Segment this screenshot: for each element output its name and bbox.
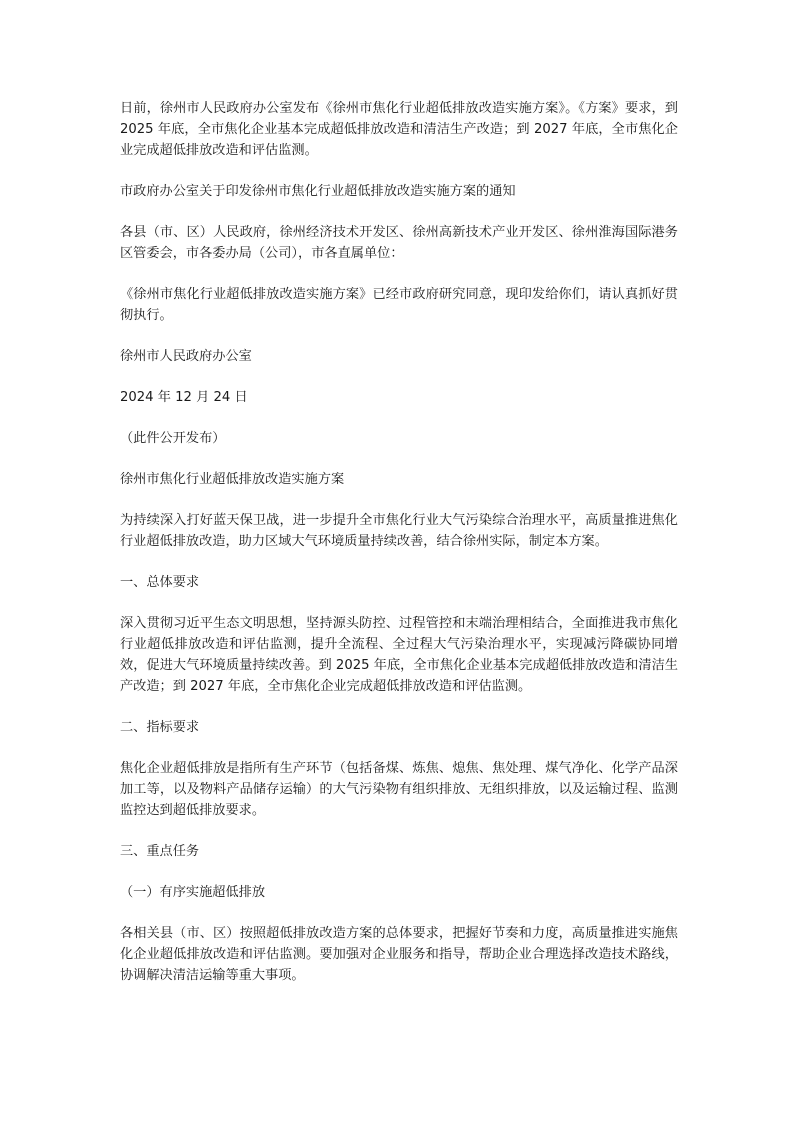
intro-paragraph: 日前，徐州市人民政府办公室发布《徐州市焦化行业超低排放改造实施方案》。《方案》要求，到 2025 年底，全市焦化企业基本完成超低排放改造和清洁生产改造；到 2027 年底，全市焦化企业完成超低排放改造和评估监测。: [120, 101, 678, 158]
subsection-heading-orderly-implementation: （一）有序实施超低排放: [120, 885, 266, 900]
publication-note: （此件公开发布）: [120, 431, 226, 446]
section-heading-indicator-requirements: 二、指标要求: [120, 720, 200, 735]
issuer-signature: 徐州市人民政府办公室: [120, 349, 252, 364]
notice-body-paragraph: 《徐州市焦化行业超低排放改造实施方案》已经市政府研究同意，现印发给你们，请认真抓好贯彻执行。: [120, 287, 678, 323]
issue-date: 2024 年 12 月 24 日: [120, 390, 248, 405]
general-requirements-paragraph: 深入贯彻习近平生态文明思想，坚持源头防控、过程管控和末端治理相结合，全面推进我市焦化行业超低排放改造和评估监测，提升全流程、全过程大气污染治理水平，实现减污降碳协同增效，促进大气环境质量持续改善。到 2025 年底，全市焦化企业基本完成超低排放改造和清洁生产改造；到 2027 年底，全市焦化企业完成超低排放改造和评估监测。: [120, 616, 678, 694]
addressee-paragraph: 各县（市、区）人民政府，徐州经济技术开发区、徐州高新技术产业开发区、徐州淮海国际港务区管委会，市各委办局（公司），市各直属单位：: [120, 225, 678, 261]
plan-title: 徐州市焦化行业超低排放改造实施方案: [120, 472, 345, 487]
section-heading-general-requirements: 一、总体要求: [120, 575, 200, 590]
section-heading-key-tasks: 三、重点任务: [120, 844, 200, 859]
plan-preamble-paragraph: 为持续深入打好蓝天保卫战，进一步提升全市焦化行业大气污染综合治理水平，高质量推进焦化行业超低排放改造，助力区域大气环境质量持续改善，结合徐州实际，制定本方案。: [120, 513, 678, 549]
notice-title: 市政府办公室关于印发徐州市焦化行业超低排放改造实施方案的通知: [120, 184, 516, 199]
indicator-requirements-paragraph: 焦化企业超低排放是指所有生产环节（包括备煤、炼焦、熄焦、焦处理、煤气净化、化学产品深加工等，以及物料产品储存运输）的大气污染物有组织排放、无组织排放，以及运输过程、监测监控达到超低排放要求。: [120, 761, 678, 818]
orderly-implementation-paragraph: 各相关县（市、区）按照超低排放改造方案的总体要求，把握好节奏和力度，高质量推进实施焦化企业超低排放改造和评估监测。要加强对企业服务和指导，帮助企业合理选择改造技术路线，协调解决清洁运输等重大事项。: [120, 926, 678, 983]
document-page: [120, 98, 678, 1006]
